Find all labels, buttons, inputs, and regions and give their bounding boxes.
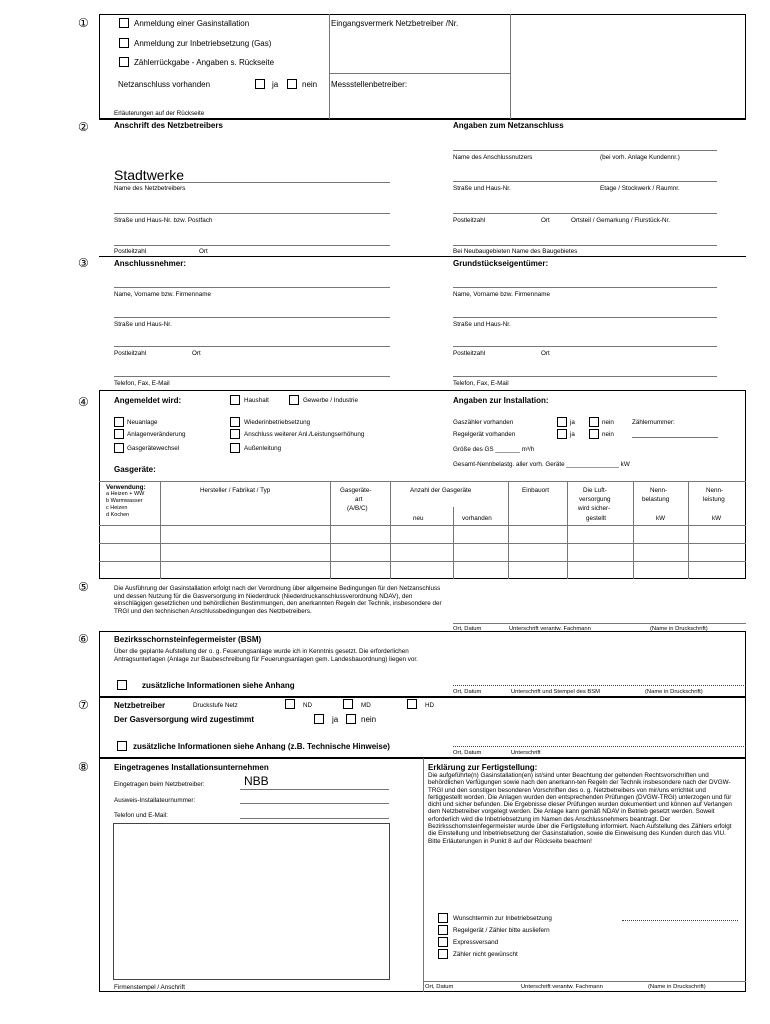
divider xyxy=(622,920,738,921)
divider xyxy=(453,376,717,377)
bsm-anhang-label: zusätzliche Informationen siehe Anhang xyxy=(142,681,295,690)
neuanlage-checkbox[interactable] xyxy=(114,417,124,427)
aussenleitung-label: Außenleitung xyxy=(244,445,282,452)
zaehler-nicht-label: Zähler nicht gewünscht xyxy=(453,951,518,958)
an-telefon-label: Telefon, Fax, E-Mail xyxy=(114,380,170,387)
divider xyxy=(240,818,389,819)
netzbetreiber-heading: Netzbetreiber xyxy=(114,701,166,710)
messstellenbetreiber-label: Messstellenbetreiber: xyxy=(331,80,408,89)
geraetewechsel-checkbox[interactable] xyxy=(114,443,124,453)
divider xyxy=(423,981,746,982)
divider xyxy=(453,346,717,347)
bsm-text: Über die geplante Aufstellung der o. g. Feuerungsanlage wurde ich in Kenntnis gesetzt. Die erforderlichen Antragsunterlagen (Anlage zur Baubeschreibung für Feuerungsanlagen gem. Landesbauordnung) liegen vor. xyxy=(114,648,418,663)
divider xyxy=(114,245,390,246)
postleitzahl-label: Postleitzahl xyxy=(114,248,147,255)
divider xyxy=(390,481,391,579)
nb-anhang-checkbox[interactable] xyxy=(117,741,127,751)
anlagenveraenderung-label: Anlagenveränderung xyxy=(127,431,186,438)
divider xyxy=(99,525,746,526)
gaszaehler-ja-checkbox[interactable] xyxy=(557,417,567,427)
divider xyxy=(114,317,390,318)
divider xyxy=(453,623,746,624)
divider xyxy=(453,287,717,288)
zaehlerrueckgabe-label: Zählerrückgabe - Angaben s. Rückseite xyxy=(134,58,275,67)
wiederinbetriebsetzung-checkbox[interactable] xyxy=(230,417,240,427)
divider xyxy=(160,481,161,579)
divider xyxy=(453,746,746,747)
erklaerung-text: Die aufgeführte(n) Gasinstallation(en) ist/sind unter Beachtung der geltenden Rechtsvorschriften und behördlichen Verfügungen sowie nach den anerkann-ten Regeln der Technik insbesondere nach der DVGW-TRGI und den sonstigen besonderen Vorschriften des o. g. Netzbetreibers von mir/uns errichtet und fertiggestellt worden. Die Anlagen wurden den entsprechenden Prüfungen (DVGW-TRGI) unterzogen und für dicht und sicher befunden. Die Ergebnisse dieser Prüfungen wurden dokumentiert und können auf Verlangen dem Netzbetreiber vorgelegt werden. Die Anlage kann gemäß NDAV in Betrieb gesetzt werden. Soweit erforderlich wird die Inbetriebsetzung im Namen des Anschlussnehmers beantragt. Der Bezirksschornsteinfegermeister wurde über die Fertigstellung informiert. Nach Aufstellung des Zählers erfolgt die Einstellung und Inbetriebsetzung der Gasinstallation, sowie die Einweisung des Kunden durch das VIU. Bitte Erläuterungen in Punkt 8 auf der Rückseite beachten! xyxy=(428,772,732,845)
divider xyxy=(240,803,389,804)
ortsteil-label: Ortsteil / Gemarkung / Flurstück-Nr. xyxy=(571,217,671,224)
anlagenveraenderung-checkbox[interactable] xyxy=(114,429,124,439)
regelgeraet-ja-checkbox[interactable] xyxy=(557,429,567,439)
erklaerung-heading: Erklärung zur Fertigstellung: xyxy=(428,763,538,772)
regelgeraet-vorhanden-label: Regelgerät vorhanden xyxy=(453,431,516,438)
verwendung-b: b Warmwasser xyxy=(106,498,143,504)
section-number-7: ⑦ xyxy=(78,698,89,712)
section-number-3: ③ xyxy=(78,256,89,270)
s8-ort-datum-label: Ort, Datum xyxy=(425,984,454,990)
divider xyxy=(99,561,746,562)
divider xyxy=(329,73,510,74)
netzanschluss-nein-label: nein xyxy=(302,80,318,89)
s5-unterschrift-label: Unterschrift verantw. Fachmann xyxy=(509,626,591,632)
zustimmung-ja-label: ja xyxy=(332,715,339,724)
vorhanden-header: vorhanden xyxy=(462,515,492,522)
ge-name-label: Name, Vorname bzw. Firmenname xyxy=(453,291,550,298)
angaben-netzanschluss-heading: Angaben zum Netzanschluss xyxy=(453,121,564,130)
divider xyxy=(453,317,717,318)
neu-header: neu xyxy=(413,515,424,522)
section-number-5: ⑤ xyxy=(78,580,89,594)
ge-telefon-label: Telefon, Fax, E-Mail xyxy=(453,380,509,387)
wunschtermin-checkbox[interactable] xyxy=(438,913,448,923)
grundstueckseigentuemer-heading: Grundstückseigentümer: xyxy=(453,259,549,268)
erlaeuterungen-note: Erläuterungen auf der Rückseite xyxy=(114,110,205,117)
baugebiet-label: Bei Neubaugebieten Name des Baugebietes xyxy=(453,248,578,255)
einbauort-header: Einbauort xyxy=(522,487,549,494)
divider xyxy=(99,256,746,257)
anschluss-weiterer-checkbox[interactable] xyxy=(230,429,240,439)
wiederinbetriebsetzung-label: Wiederinbetriebsetzung xyxy=(244,419,311,426)
druckstufe-md-checkbox[interactable] xyxy=(343,699,353,709)
section-number-1: ① xyxy=(78,16,89,30)
firmenstempel-label: Firmenstempel / Anschrift xyxy=(114,984,186,991)
divider xyxy=(567,481,568,579)
an-plz-label: Postleitzahl xyxy=(114,350,147,357)
gasgeraete-heading: Gasgeräte: xyxy=(114,465,156,474)
eingetragen-value: NBB xyxy=(244,774,269,788)
anmeldung-gasinstallation-checkbox[interactable] xyxy=(119,18,129,28)
name-netzbetreiber-label: Name des Netzbetreibers xyxy=(114,185,186,192)
s5-ort-datum-label: Ort, Datum xyxy=(453,626,482,632)
strasse-postfach-label: Straße und Haus-Nr. bzw. Postfach xyxy=(114,217,213,224)
gaszaehler-vorhanden-label: Gaszähler vorhanden xyxy=(453,419,514,426)
anzahl-header: Anzahl der Gasgeräte xyxy=(410,487,472,494)
gewerbe-label: Gewerbe / Industrie xyxy=(303,397,358,404)
verwendung-a: a Heizen + WW xyxy=(106,491,145,497)
nennbelastung-header-1: Nenn- xyxy=(650,487,668,494)
verwendung-header: Verwendung: xyxy=(106,484,146,491)
expressversand-checkbox[interactable] xyxy=(438,937,448,947)
haushalt-label: Haushalt xyxy=(244,397,269,404)
druckstufe-hd-checkbox[interactable] xyxy=(407,699,417,709)
regelgeraet-ja-label: ja xyxy=(570,431,575,438)
s7-ort-datum-label: Ort, Datum xyxy=(453,750,482,756)
divider xyxy=(240,789,389,790)
nennbelastung-header-3: kW xyxy=(656,515,666,522)
wunschtermin-label: Wunschtermin zur Inbetriebsetzung xyxy=(453,915,552,922)
anschluss-plz-label: Postleitzahl xyxy=(453,217,486,224)
divider xyxy=(99,119,746,120)
regelgeraet-nein-checkbox[interactable] xyxy=(589,429,599,439)
netzanschluss-ja-checkbox[interactable] xyxy=(255,79,265,89)
anmeldung-inbetriebsetzung-checkbox[interactable] xyxy=(119,38,129,48)
netzanschluss-nein-checkbox[interactable] xyxy=(287,79,297,89)
zaehler-nicht-checkbox[interactable] xyxy=(438,949,448,959)
gaszaehler-ja-label: ja xyxy=(570,419,575,426)
ge-strasse-label: Straße und Haus-Nr. xyxy=(453,321,511,328)
divider xyxy=(114,346,390,347)
nennleistung-header-1: Nenn- xyxy=(706,487,724,494)
regelgeraet-nein-label: nein xyxy=(602,431,614,438)
divider xyxy=(453,181,717,182)
divider xyxy=(114,213,390,214)
angemeldet-heading: Angemeldet wird: xyxy=(114,396,182,405)
s7-unterschrift-label: Unterschrift xyxy=(511,750,541,756)
divider xyxy=(453,150,717,151)
divider xyxy=(453,213,717,214)
eingetragen-label: Eingetragen beim Netzbetreiber: xyxy=(114,781,205,788)
kundennr-label: (bei vorh. Anlage Kundennr.) xyxy=(600,154,680,161)
an-ort-label: Ort xyxy=(192,350,201,357)
divider xyxy=(453,507,454,579)
ort-label: Ort xyxy=(199,248,208,255)
druckstufe-nd-checkbox[interactable] xyxy=(285,699,295,709)
ge-plz-label: Postleitzahl xyxy=(453,350,486,357)
geraeteart-header-3: (A/B/C) xyxy=(347,505,368,512)
firmenstempel-box[interactable] xyxy=(113,823,390,980)
zustimmung-nein-checkbox[interactable] xyxy=(346,714,356,724)
divider xyxy=(510,14,511,119)
section-number-6: ⑥ xyxy=(78,632,89,646)
divider xyxy=(633,481,634,579)
netzbetreiber-name-value: Stadtwerke xyxy=(114,167,185,183)
verwendung-c: c Heizen xyxy=(106,505,128,511)
luft-header-2: versorgung xyxy=(579,496,611,503)
s5-name-label: (Name in Druckschrift) xyxy=(650,626,708,632)
divider xyxy=(99,543,746,544)
verwendung-d: d Kochen xyxy=(106,512,130,518)
divider xyxy=(114,376,390,377)
gaszaehler-nein-label: nein xyxy=(602,419,614,426)
anschluss-ort-label: Ort xyxy=(541,217,550,224)
hersteller-header: Hersteller / Fabrikat / Typ xyxy=(200,487,271,494)
druckstufe-label: Druckstufe Netz xyxy=(193,702,238,709)
etage-label: Etage / Stockwerk / Raumnr. xyxy=(600,185,680,192)
section-number-2: ② xyxy=(78,120,89,134)
luft-header-1: Die Luft- xyxy=(583,487,607,494)
divider xyxy=(423,758,424,992)
zaehlernummer-label: Zählernummer: xyxy=(632,419,675,426)
s8-name-label: (Name in Druckschrift) xyxy=(648,984,706,990)
regelgeraet-ausliefern-label: Regelgerät / Zähler bitte ausliefern xyxy=(453,927,550,934)
telefon-email-label: Telefon und E-Mail: xyxy=(114,812,168,819)
zustimmung-label: Der Gasversorgung wird zugestimmt xyxy=(114,715,255,724)
divider xyxy=(114,287,390,288)
anschrift-netzbetreiber-heading: Anschrift des Netzbetreibers xyxy=(114,121,223,130)
divider xyxy=(508,481,509,579)
zustimmung-nein-label: nein xyxy=(361,715,377,724)
zustimmung-ja-checkbox[interactable] xyxy=(314,714,324,724)
divider xyxy=(453,685,746,686)
aussenleitung-checkbox[interactable] xyxy=(230,443,240,453)
anmeldung-gasinstallation-label: Anmeldung einer Gasinstallation xyxy=(134,19,250,28)
anschlussnutzer-label: Name des Anschlussnutzers xyxy=(453,154,533,161)
netzanschluss-label: Netzanschluss vorhanden xyxy=(118,80,211,89)
luft-header-3: wird sicher- xyxy=(578,505,611,512)
druckstufe-nd-label: ND xyxy=(303,702,313,709)
gesamt-nennbelastung-label: Gesamt-Nennbelastg. aller vorh. Geräte _______________ kW xyxy=(453,461,630,468)
divider xyxy=(114,182,390,183)
zaehlerrueckgabe-checkbox[interactable] xyxy=(119,57,129,67)
installationsunternehmen-heading: Eingetragenes Installationsunternehmen xyxy=(114,763,269,772)
expressversand-label: Expressversand xyxy=(453,939,499,946)
divider xyxy=(453,245,717,246)
anschluss-weiterer-label: Anschluss weiterer Anl./Leistungserhöhung xyxy=(244,431,365,438)
s8-unterschrift-label: Unterschrift verantw. Fachmann xyxy=(521,984,603,990)
groesse-gs-label: Größe des GS _______ m³/h xyxy=(453,446,535,453)
neuanlage-label: Neuanlage xyxy=(127,419,158,426)
angaben-installation-heading: Angaben zur Installation: xyxy=(453,396,549,405)
ausfuehrung-text: Die Ausführung der Gasinstallation erfolgt nach der Verordnung über allgemeine Bedingungen für den Netzanschluss und dessen Nutzung für die Gasversorgung im Niederdruck (Niederdruckanschlussverordnung NDAV), den einschlägigen gesetzlichen und behördlichen Bestimmungen, den anerkannten Regeln der Technik, insbesondere der TRGI und den technischen Anschlussbedingungen des Netzbetreibers. xyxy=(114,585,442,615)
ausweis-label: Ausweis-Installateurnummer: xyxy=(114,797,196,804)
ge-ort-label: Ort xyxy=(541,350,550,357)
an-strasse-label: Straße und Haus-Nr. xyxy=(114,321,172,328)
nb-anhang-label: zusätzliche Informationen siehe Anhang (z.B. Technische Hinweise) xyxy=(133,742,390,751)
nennbelastung-header-2: belastung xyxy=(642,496,670,503)
section-number-8: ⑧ xyxy=(78,760,89,774)
druckstufe-md-label: MD xyxy=(361,702,371,709)
nennleistung-header-3: kW xyxy=(712,515,722,522)
netzanschluss-ja-label: ja xyxy=(272,80,279,89)
luft-header-4: gestellt xyxy=(586,515,606,522)
geraeteart-header-2: art xyxy=(355,496,363,503)
gewerbe-checkbox[interactable] xyxy=(289,395,299,405)
haushalt-checkbox[interactable] xyxy=(230,395,240,405)
s6-ort-datum-label: Ort, Datum xyxy=(453,689,482,695)
divider xyxy=(329,14,330,119)
section-number-4: ④ xyxy=(78,395,89,409)
s6-name-label: (Name in Druckschrift) xyxy=(645,689,703,695)
divider xyxy=(330,481,331,579)
s6-unterschrift-label: Unterschrift und Stempel des BSM xyxy=(511,689,600,695)
geraeteart-header-1: Gasgeräte- xyxy=(340,487,372,494)
druckstufe-hd-label: HD xyxy=(425,702,435,709)
eingangsvermerk-label: Eingangsvermerk Netzbetreiber /Nr. xyxy=(331,19,459,28)
nennleistung-header-2: leistung xyxy=(703,496,725,503)
anschluss-strasse-label: Straße und Haus-Nr. xyxy=(453,185,511,192)
divider xyxy=(99,481,746,482)
bsm-heading: Bezirksschornsteinfegermeister (BSM) xyxy=(114,635,262,644)
anschlussnehmer-heading: Anschlussnehmer: xyxy=(114,259,187,268)
geraetewechsel-label: Gasgerätewechsel xyxy=(127,445,180,452)
divider xyxy=(632,437,718,438)
divider xyxy=(688,481,689,579)
an-name-label: Name, Vorname bzw. Firmenname xyxy=(114,291,211,298)
regelgeraet-ausliefern-checkbox[interactable] xyxy=(438,925,448,935)
bsm-anhang-checkbox[interactable] xyxy=(117,680,127,690)
gaszaehler-nein-checkbox[interactable] xyxy=(589,417,599,427)
anmeldung-inbetriebsetzung-label: Anmeldung zur Inbetriebsetzung (Gas) xyxy=(134,39,272,48)
